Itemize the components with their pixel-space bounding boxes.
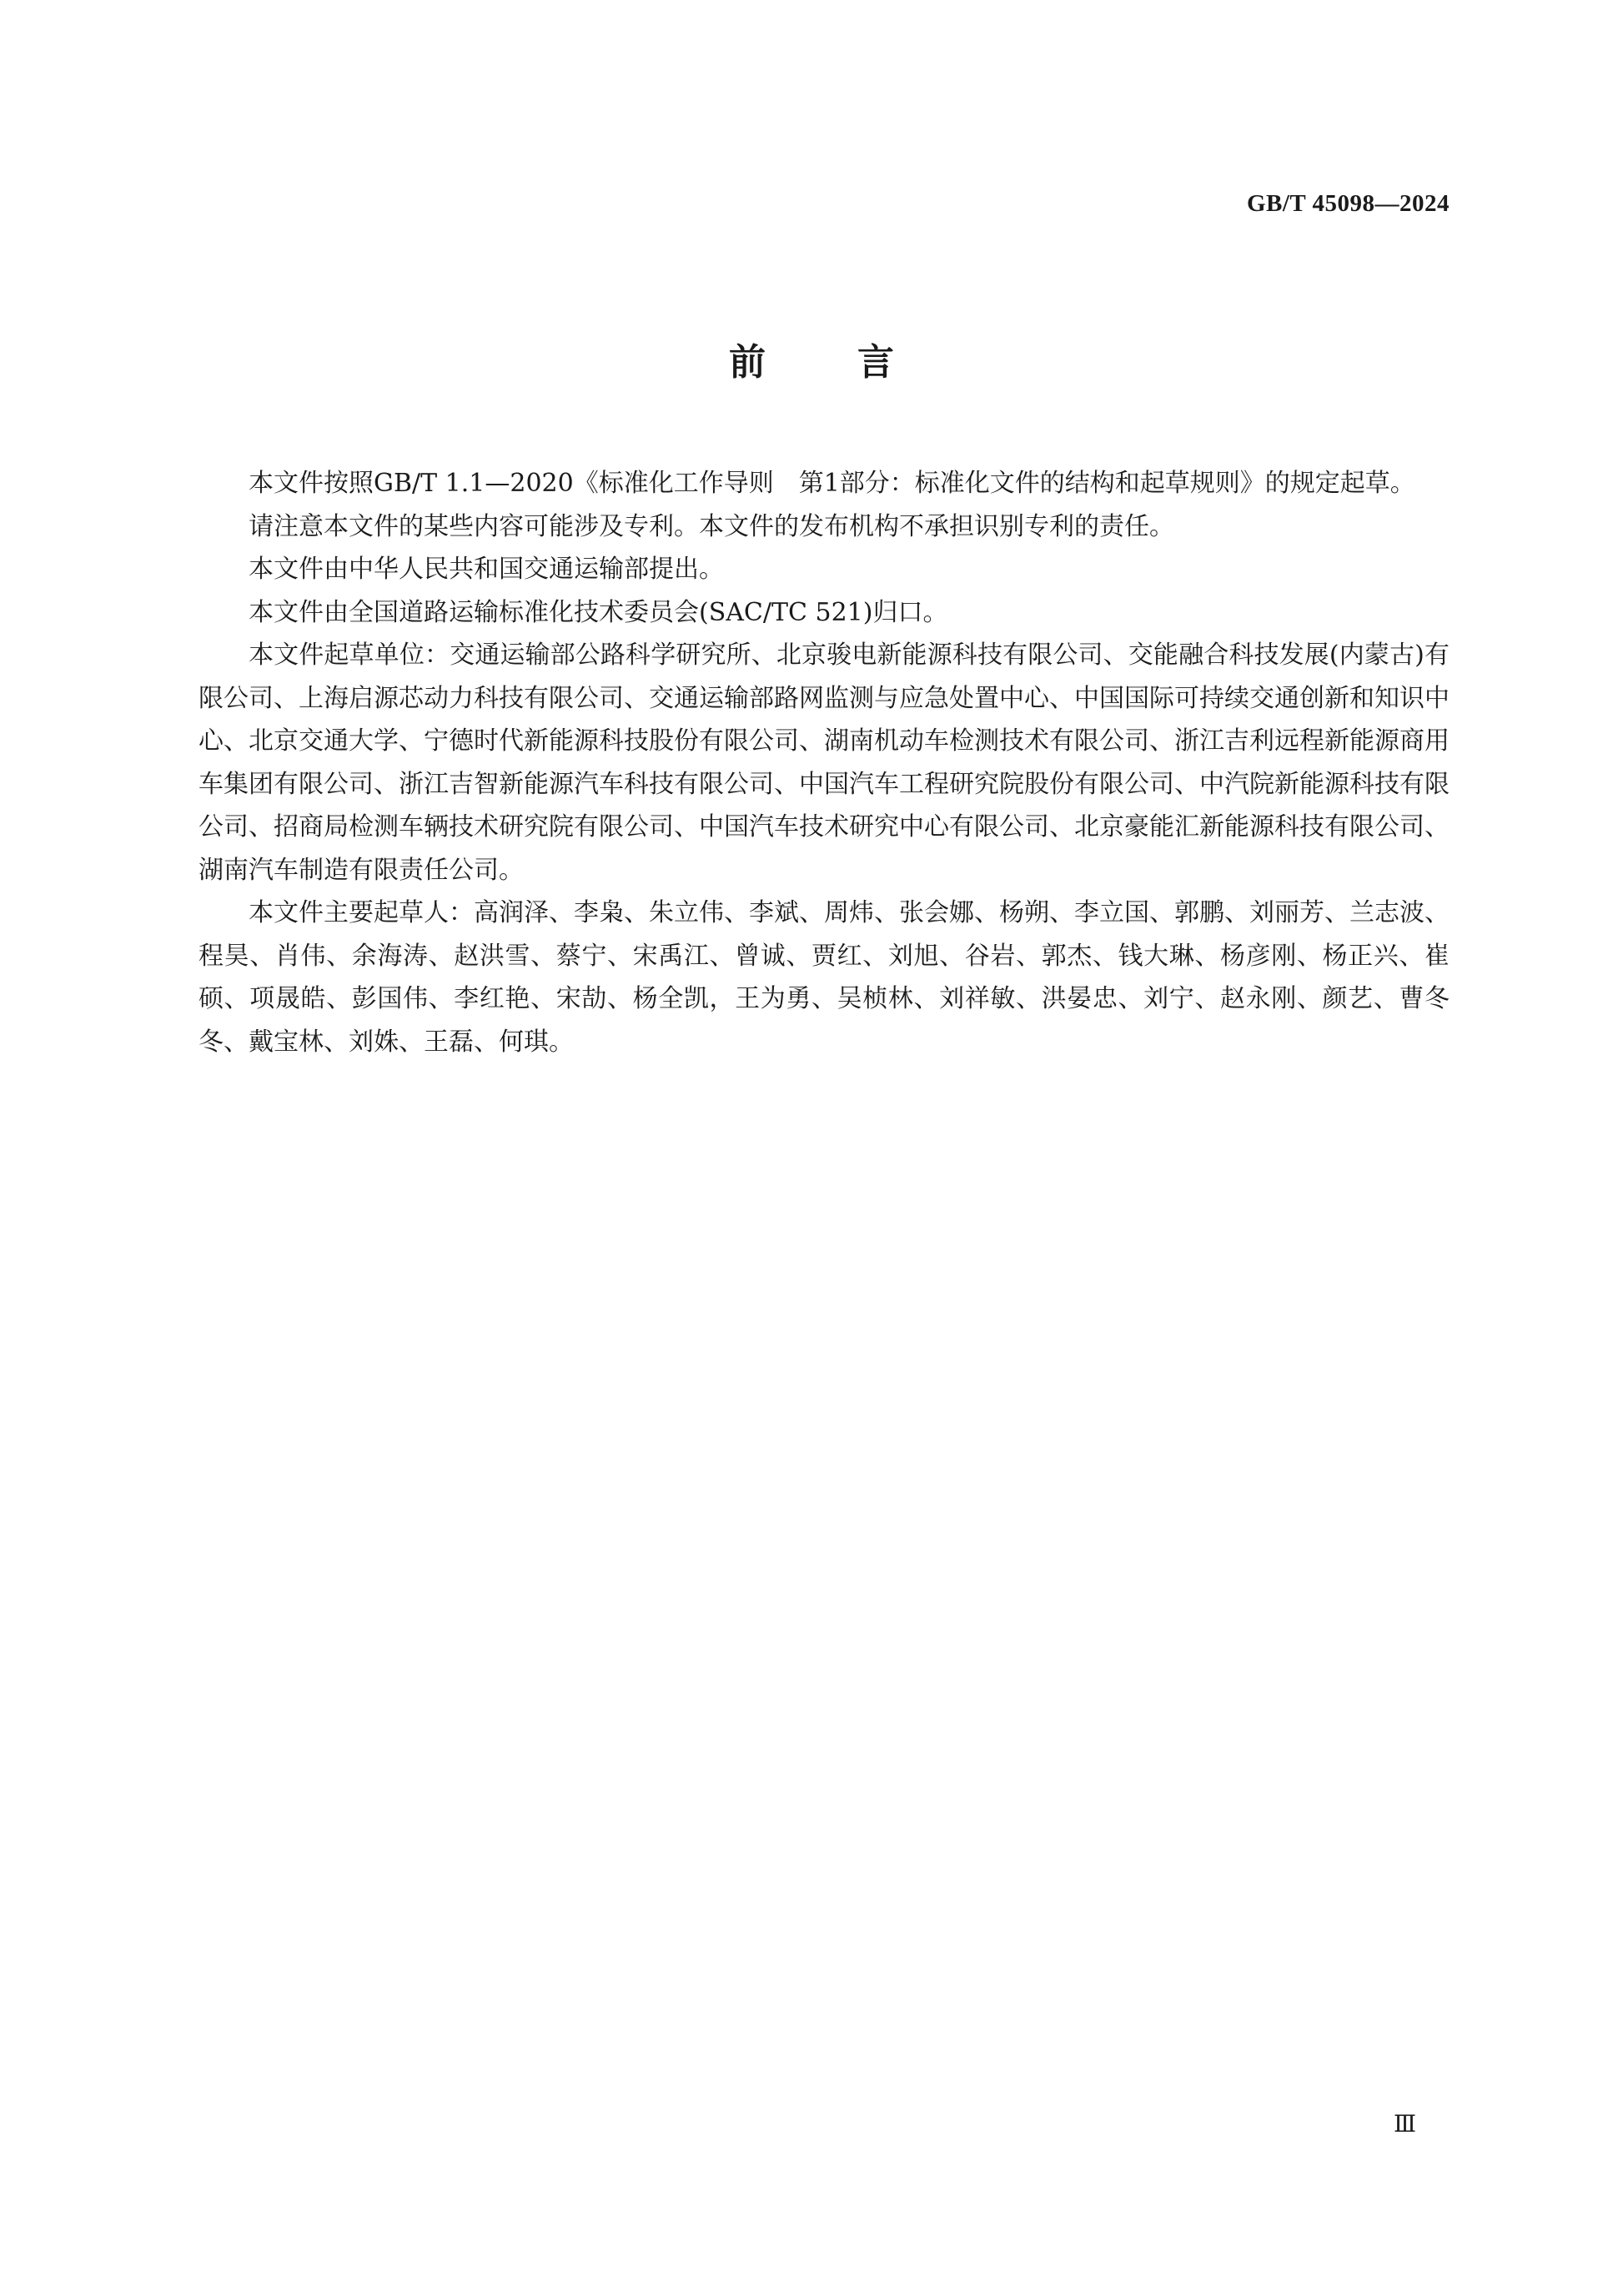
paragraph-patent-notice: 请注意本文件的某些内容可能涉及专利。本文件的发布机构不承担识别专利的责任。 (249, 511, 1174, 541)
paragraph-drafting-rules: 本文件按照GB/T 1.1—2020《标准化工作导则 第1部分：标准化文件的结构和起草规则》的规定起草。 (249, 469, 1415, 498)
paragraph-proposer: 本文件由中华人民共和国交通运输部提出。 (249, 555, 724, 584)
document-body (198, 462, 1450, 1063)
paragraph-technical-committee: 本文件由全国道路运输标准化技术委员会(SAC/TC 521)归口。 (249, 597, 948, 627)
page-number: Ⅲ (1393, 2112, 1417, 2138)
paragraph-drafters: 本文件主要起草人：高润泽、李枭、朱立伟、李斌、周炜、张会娜、杨朔、李立国、郭鹏、刘丽芳、兰志波、程昊、肖伟、余海涛、赵洪雪、蔡宁、宋禹江、曾诚、贾红、刘旭、谷岩、郭杰、钱大琳、杨彦刚、杨正兴、崔硕、项晟皓、彭国伟、李红艳、宋劼、杨全凯，王为勇、吴桢林、刘祥敏、洪晏忠、刘宁、赵永刚、颜艺、曹冬冬、戴宝林、刘姝、王磊、何琪。 (198, 898, 1450, 1057)
standard-code: GB/T 45098—2024 (1246, 190, 1450, 217)
page-title: 前言 (729, 341, 986, 384)
paragraph-drafting-units: 本文件起草单位：交通运输部公路科学研究所、北京骏电新能源科技有限公司、交能融合科技发展(内蒙古)有限公司、上海启源芯动力科技有限公司、交通运输部路网监测与应急处置中心、中国国际可持续交通创新和知识中心、北京交通大学、宁德时代新能源科技股份有限公司、湖南机动车检测技术有限公司、浙江吉利远程新能源商用车集团有限公司、浙江吉智新能源汽车科技有限公司、中国汽车工程研究院股份有限公司、中汽院新能源科技有限公司、招商局检测车辆技术研究院有限公司、中国汽车技术研究中心有限公司、北京豪能汇新能源科技有限公司、湖南汽车制造有限责任公司。 (198, 641, 1450, 885)
